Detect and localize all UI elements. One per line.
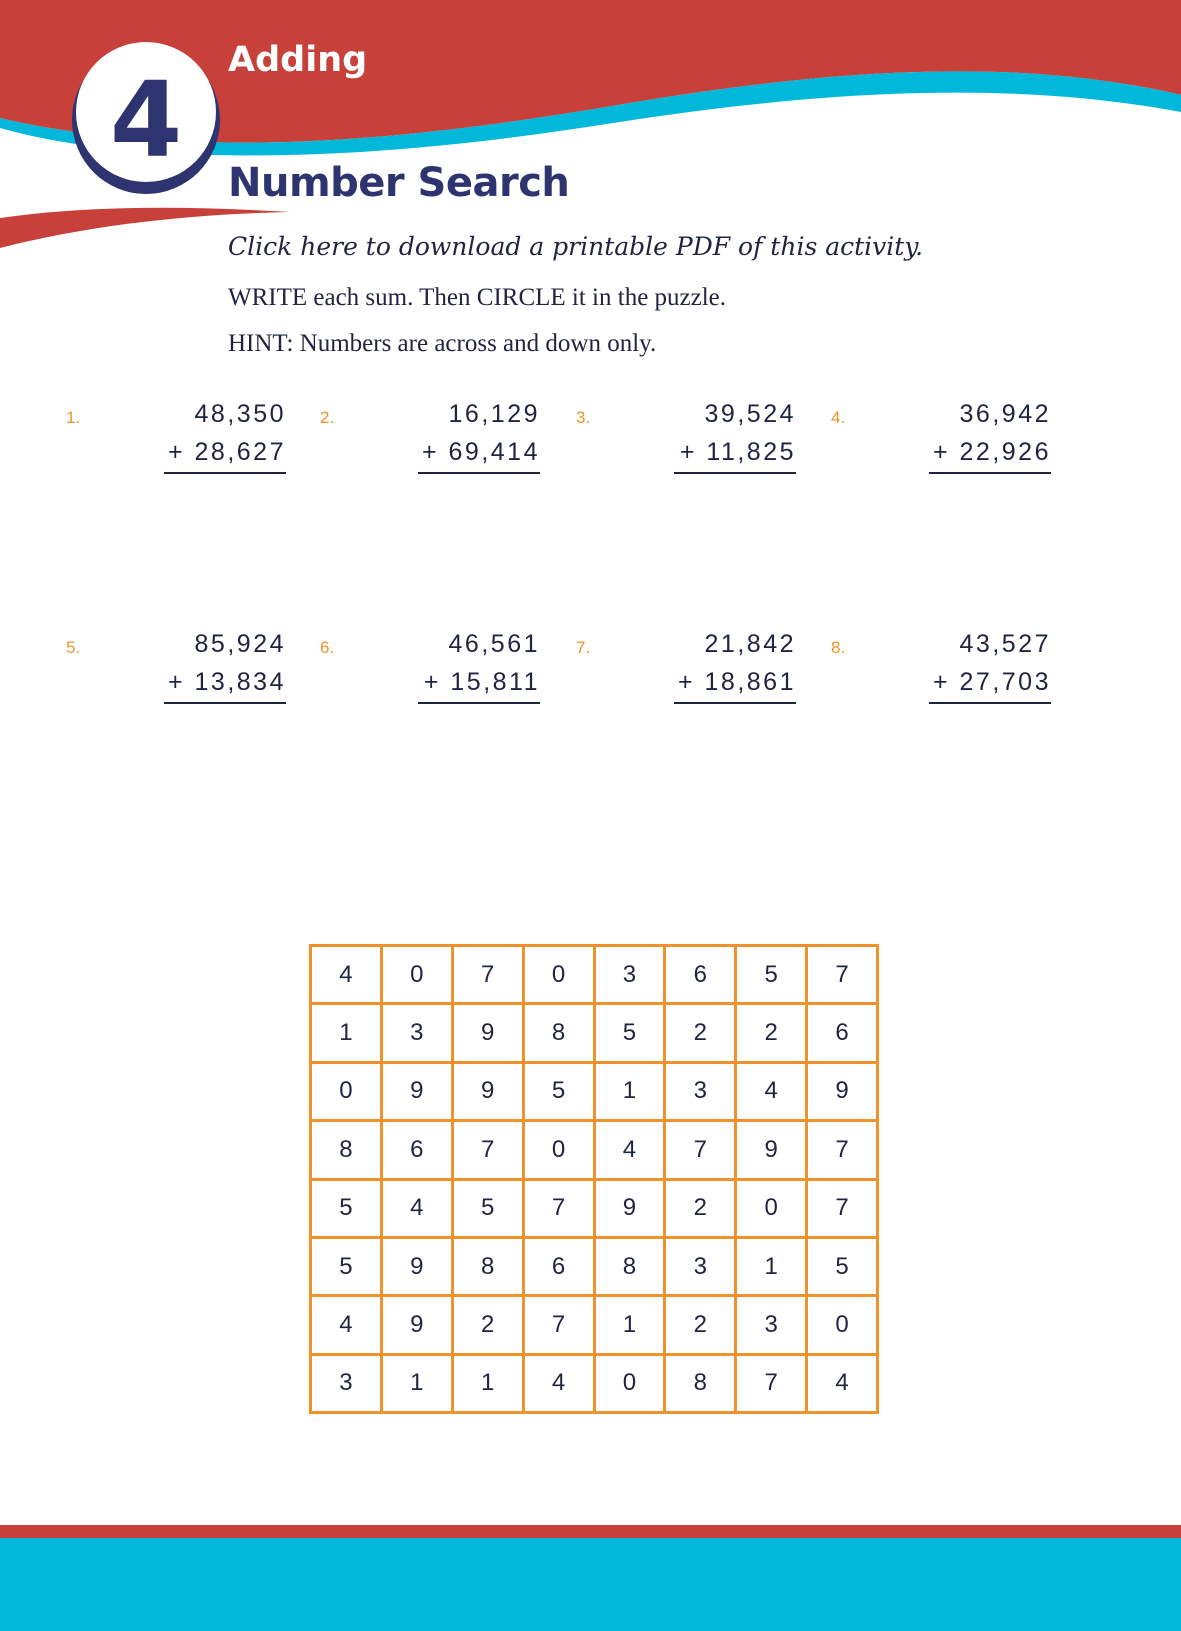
addition-problem-4: [831, 400, 1051, 490]
chapter-number: 4: [109, 59, 183, 181]
grid-cell[interactable]: 2: [666, 1181, 734, 1236]
grid-cell[interactable]: 0: [383, 947, 451, 1002]
second-addend: + 69,414: [421, 438, 540, 466]
grid-cell[interactable]: 2: [737, 1005, 805, 1060]
addition-problem-5: [66, 630, 286, 720]
addition-problem-1: [66, 400, 286, 490]
grid-cell[interactable]: 8: [454, 1239, 522, 1294]
grid-cell[interactable]: 7: [525, 1181, 593, 1236]
problem-number: 7.: [576, 638, 591, 657]
second-addend: + 13,834: [167, 668, 286, 696]
problem-number: 5.: [66, 638, 81, 657]
grid-cell[interactable]: 2: [454, 1297, 522, 1352]
grid-cell[interactable]: 1: [312, 1005, 380, 1060]
first-addend: 39,524: [704, 400, 796, 428]
grid-cell[interactable]: 3: [596, 947, 664, 1002]
grid-cell[interactable]: 9: [383, 1239, 451, 1294]
grid-cell[interactable]: 9: [737, 1122, 805, 1177]
grid-cell[interactable]: 5: [808, 1239, 876, 1294]
grid-cell[interactable]: 9: [454, 1005, 522, 1060]
grid-cell[interactable]: 3: [312, 1356, 380, 1411]
grid-cell[interactable]: 4: [808, 1356, 876, 1411]
grid-cell[interactable]: 1: [383, 1356, 451, 1411]
addition-problem-6: [320, 630, 540, 720]
first-addend: 21,842: [704, 630, 796, 658]
grid-cell[interactable]: 5: [312, 1239, 380, 1294]
instruction-hint: HINT: Numbers are across and down only.: [228, 330, 657, 357]
first-addend: 85,924: [194, 630, 286, 658]
grid-cell[interactable]: 7: [808, 1122, 876, 1177]
problem-number: 4.: [831, 408, 846, 427]
footer-blue-band: [0, 1538, 1181, 1631]
grid-cell[interactable]: 9: [596, 1181, 664, 1236]
grid-cell[interactable]: 6: [525, 1239, 593, 1294]
grid-cell[interactable]: 3: [666, 1064, 734, 1119]
sum-line: [418, 472, 540, 474]
grid-cell[interactable]: 9: [383, 1297, 451, 1352]
grid-cell[interactable]: 4: [312, 1297, 380, 1352]
grid-cell[interactable]: 3: [737, 1297, 805, 1352]
grid-cell[interactable]: 7: [737, 1356, 805, 1411]
grid-cell[interactable]: 5: [312, 1181, 380, 1236]
grid-cell[interactable]: 7: [525, 1297, 593, 1352]
addition-problem-3: [576, 400, 796, 490]
first-addend: 48,350: [194, 400, 286, 428]
grid-cell[interactable]: 7: [808, 1181, 876, 1236]
sum-line: [929, 702, 1051, 704]
grid-cell[interactable]: 1: [454, 1356, 522, 1411]
grid-cell[interactable]: 8: [312, 1122, 380, 1177]
grid-cell[interactable]: 9: [383, 1064, 451, 1119]
section-title: Adding: [228, 40, 368, 80]
grid-cell[interactable]: 7: [808, 947, 876, 1002]
grid-cell[interactable]: 5: [737, 947, 805, 1002]
grid-cell[interactable]: 8: [525, 1005, 593, 1060]
sum-line: [164, 472, 286, 474]
download-pdf-link[interactable]: Click here to download a printable PDF of this activity.: [228, 232, 924, 261]
grid-cell[interactable]: 0: [525, 1122, 593, 1177]
problem-number: 6.: [320, 638, 335, 657]
sum-line: [164, 702, 286, 704]
grid-cell[interactable]: 9: [808, 1064, 876, 1119]
grid-cell[interactable]: 5: [454, 1181, 522, 1236]
second-addend: + 15,811: [423, 668, 540, 696]
first-addend: 46,561: [448, 630, 540, 658]
second-addend: + 28,627: [167, 438, 286, 466]
second-addend: + 11,825: [679, 438, 796, 466]
problem-number: 8.: [831, 638, 846, 657]
problem-number: 2.: [320, 408, 335, 427]
problem-number: 1.: [66, 408, 81, 427]
grid-cell[interactable]: 8: [596, 1239, 664, 1294]
grid-cell[interactable]: 1: [596, 1064, 664, 1119]
page-title: Number Search: [228, 160, 570, 206]
sum-line: [418, 702, 540, 704]
grid-cell[interactable]: 3: [383, 1005, 451, 1060]
grid-cell[interactable]: 2: [666, 1297, 734, 1352]
grid-cell[interactable]: 6: [666, 947, 734, 1002]
first-addend: 43,527: [959, 630, 1051, 658]
grid-cell[interactable]: 0: [737, 1181, 805, 1236]
instruction-write: WRITE each sum. Then CIRCLE it in the puzzle.: [228, 284, 727, 311]
grid-cell[interactable]: 3: [666, 1239, 734, 1294]
grid-cell[interactable]: 0: [525, 947, 593, 1002]
grid-cell[interactable]: 6: [383, 1122, 451, 1177]
grid-cell[interactable]: 7: [454, 947, 522, 1002]
grid-cell[interactable]: 7: [666, 1122, 734, 1177]
grid-cell[interactable]: 2: [666, 1005, 734, 1060]
grid-cell[interactable]: 6: [808, 1005, 876, 1060]
grid-cell[interactable]: 1: [596, 1297, 664, 1352]
grid-cell[interactable]: 0: [312, 1064, 380, 1119]
sum-line: [674, 702, 796, 704]
grid-cell[interactable]: 4: [737, 1064, 805, 1119]
second-addend: + 27,703: [932, 668, 1051, 696]
grid-cell[interactable]: 4: [312, 947, 380, 1002]
addition-problem-2: [320, 400, 540, 490]
second-addend: + 22,926: [932, 438, 1051, 466]
sum-line: [929, 472, 1051, 474]
addition-problem-8: [831, 630, 1051, 720]
number-search-grid: [309, 944, 879, 1414]
grid-cell[interactable]: 0: [596, 1356, 664, 1411]
first-addend: 36,942: [959, 400, 1051, 428]
grid-cell[interactable]: 4: [525, 1356, 593, 1411]
sum-line: [674, 472, 796, 474]
problem-number: 3.: [576, 408, 591, 427]
grid-cell[interactable]: 0: [808, 1297, 876, 1352]
grid-cell[interactable]: 4: [596, 1122, 664, 1177]
grid-cell[interactable]: 1: [737, 1239, 805, 1294]
grid-cell[interactable]: 7: [454, 1122, 522, 1177]
grid-cell[interactable]: 4: [383, 1181, 451, 1236]
grid-cell[interactable]: 9: [454, 1064, 522, 1119]
grid-cell[interactable]: 5: [596, 1005, 664, 1060]
second-addend: + 18,861: [677, 668, 796, 696]
grid-cell[interactable]: 8: [666, 1356, 734, 1411]
footer-red-stripe: [0, 1525, 1181, 1538]
first-addend: 16,129: [448, 400, 540, 428]
addition-problem-7: [576, 630, 796, 720]
grid-cell[interactable]: 5: [525, 1064, 593, 1119]
